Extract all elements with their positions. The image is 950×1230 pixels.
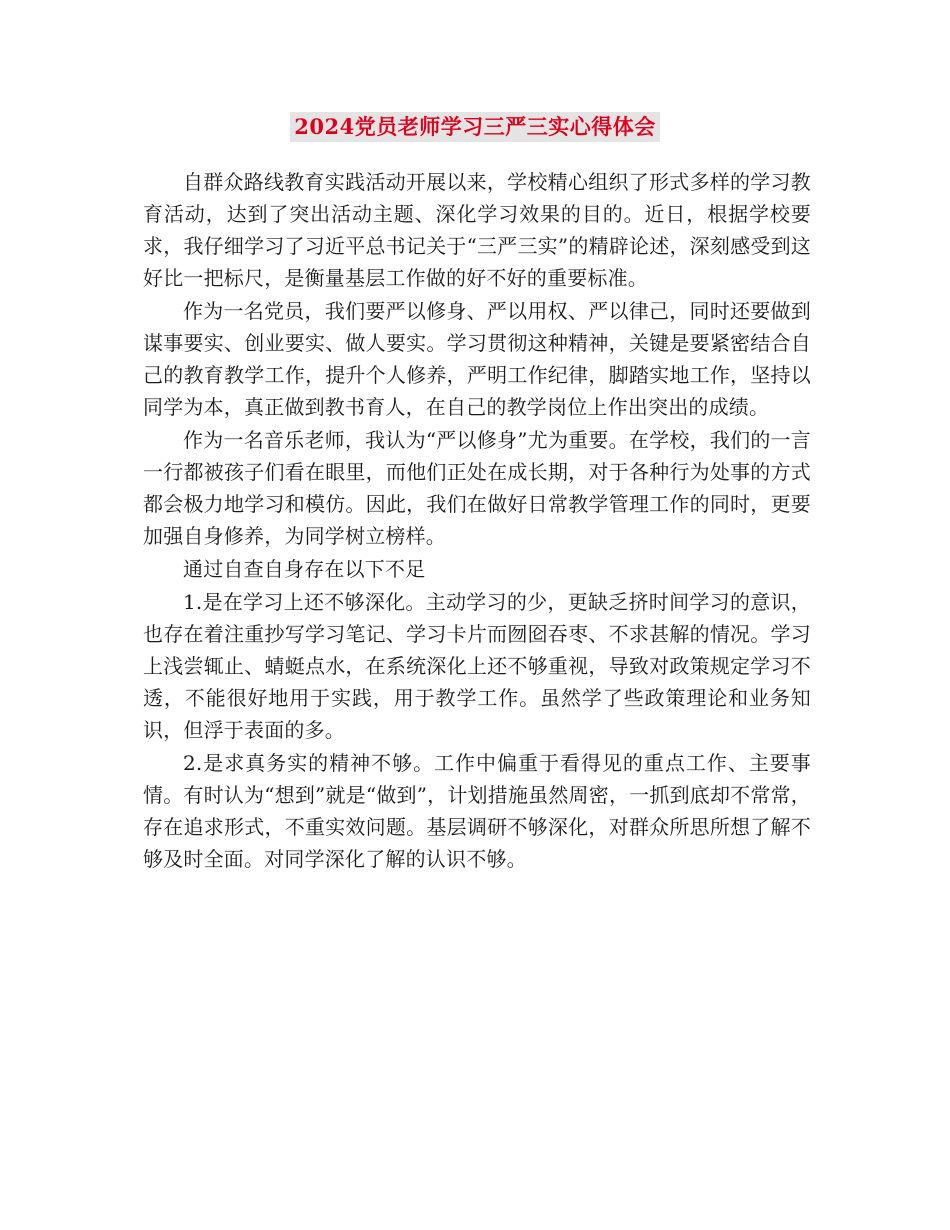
document-body xyxy=(143,166,811,876)
paragraph-shortcoming-2: 2.是求真务实的精神不够。工作中偏重于看得见的重点工作、主要事情。有时认为“想到”就是“做到”，计划措施虽然周密，一抓到底却不常常，存在追求形式，不重实效问题。基层调研不够深化，对群众所思所想了解不够及时全面。对同学深化了解的认识不够。 xyxy=(143,751,811,871)
paragraph-party-member: 作为一名党员，我们要严以修身、严以用权、严以律己，同时还要做到谋事要实、创业要实、做人要实。学习贯彻这种精神，关键是要紧密结合自己的教育教学工作，提升个人修养，严明工作纪律，脚踏实地工作，坚持以同学为本，真正做到教书育人，在自己的教学岗位上作出突出的成绩。 xyxy=(143,299,811,419)
paragraph-self-check-heading: 通过自查自身存在以下不足 xyxy=(183,557,426,581)
paragraph-music-teacher: 作为一名音乐老师，我认为“严以修身”尤为重要。在学校，我们的一言一行都被孩子们看在眼里，而他们正处在成长期，对于各种行为处事的方式都会极力地学习和模仿。因此，我们在做好日常教学管理工作的同时，更要加强自身修养，为同学树立榜样。 xyxy=(143,428,811,548)
title-container xyxy=(0,112,950,142)
paragraph-intro: 自群众路线教育实践活动开展以来，学校精心组织了形式多样的学习教育活动，达到了突出活动主题、深化学习效果的目的。近日，根据学校要求，我仔细学习了习近平总书记关于“三严三实”的精辟论述，深刻感受到这好比一把标尺，是衡量基层工作做的好不好的重要标准。 xyxy=(143,170,811,290)
paragraph-shortcoming-1: 1.是在学习上还不够深化。主动学习的少，更缺乏挤时间学习的意识，也存在着注重抄写学习笔记、学习卡片而囫囵吞枣、不求甚解的情况。学习上浅尝辄止、蜻蜓点水，在系统深化上还不够重视，导致对政策规定学习不透，不能很好地用于实践，用于教学工作。虽然学了些政策理论和业务知识，但浮于表面的多。 xyxy=(143,590,811,742)
document-title: 2024党员老师学习三严三实心得体会 xyxy=(290,112,659,142)
